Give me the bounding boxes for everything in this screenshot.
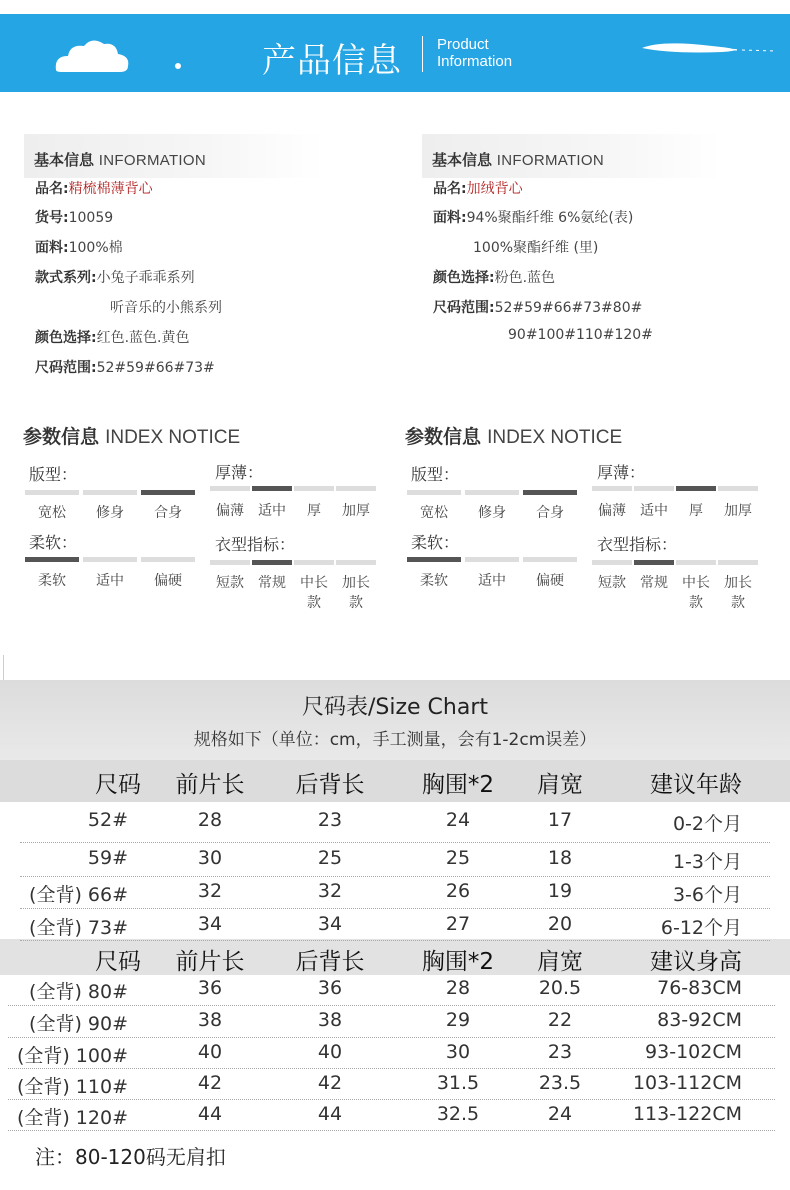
size-table-cell: 19 — [547, 880, 573, 902]
right-length-option: 加长款 — [724, 575, 752, 611]
table-row-divider — [8, 1005, 775, 1006]
size-table-header-cell: 后背长 — [295, 772, 365, 798]
table-row-divider — [8, 1068, 775, 1069]
size-table-header-cell: 胸围*2 — [421, 949, 495, 975]
right-info-size-2 — [508, 327, 653, 343]
left-params-heading — [23, 422, 240, 449]
left-sku-label: 货号: — [35, 210, 69, 226]
size-table-cell: 28 — [197, 809, 223, 831]
left-softness-option: 柔软 — [38, 573, 66, 589]
size-table-cell: 44 — [197, 1103, 223, 1125]
banner-top-strip — [0, 0, 790, 14]
size-table-header-cell: 肩宽 — [537, 772, 583, 798]
size-table-header-cell: 胸围*2 — [421, 772, 495, 798]
right-softness-bar — [407, 557, 461, 562]
size-table-cell: (全背) 66# — [29, 884, 128, 906]
left-edge-mark — [3, 655, 4, 683]
size-chart-title: 尺码表/Size Chart — [301, 695, 489, 720]
right-thickness-bar — [676, 486, 716, 491]
right-color-value: 粉色.蓝色 — [494, 270, 556, 286]
right-fit-bar — [523, 490, 577, 495]
left-info-style — [35, 267, 195, 287]
size-table-cell: 0-2个月 — [672, 813, 742, 835]
left-info-sku — [35, 207, 113, 227]
table-row-divider — [8, 1130, 775, 1131]
right-info-color — [433, 267, 555, 287]
left-softness-label: 柔软： — [29, 533, 78, 552]
right-thickness-bar — [634, 486, 674, 491]
left-thickness-option: 适中 — [258, 503, 286, 519]
size-table-cell: 36 — [317, 977, 343, 999]
size-table-cell: (全背) 73# — [29, 917, 128, 939]
left-thickness-option: 偏薄 — [216, 503, 244, 519]
size-chart-note: 注：80-120码无肩扣 — [35, 1145, 226, 1169]
left-softness-bar — [141, 557, 195, 562]
size-table-cell: 32 — [317, 880, 343, 902]
right-thickness-bar — [718, 486, 758, 491]
left-softness-option: 偏硬 — [154, 573, 182, 589]
right-name-label: 品名: — [433, 181, 467, 197]
right-info-fabric-2 — [473, 237, 598, 257]
size-table-header-cell: 前片长 — [175, 949, 245, 975]
right-length-option: 中长款 — [682, 575, 710, 611]
table-row-divider — [20, 876, 770, 877]
banner-title-en-line2: Information — [437, 53, 513, 70]
right-size-label: 尺码范围: — [433, 300, 495, 316]
size-table-cell: (全背) 90# — [29, 1013, 128, 1035]
size-table-cell: 40 — [317, 1041, 343, 1063]
right-params-heading — [405, 422, 622, 449]
cloud-icon — [48, 30, 188, 90]
right-length-bar — [634, 560, 674, 565]
left-thickness-label: 厚薄： — [215, 463, 264, 482]
left-style-label: 款式系列: — [35, 270, 97, 286]
left-length-option: 加长款 — [342, 575, 370, 611]
size-table-cell: 30 — [197, 847, 223, 869]
table-row-divider — [8, 1099, 775, 1100]
right-length-bar — [676, 560, 716, 565]
right-softness-option: 偏硬 — [536, 573, 564, 589]
right-fit-option: 修身 — [478, 505, 506, 521]
size-table-cell: 40 — [197, 1041, 223, 1063]
left-length-bar — [252, 560, 292, 565]
size-table-cell: 23 — [547, 1041, 573, 1063]
size-table-cell: 25 — [445, 847, 471, 869]
size-table-cell: 52# — [87, 809, 128, 831]
left-info-heading-en: INFORMATION — [98, 152, 206, 169]
size-table-cell: 24 — [547, 1103, 573, 1125]
right-params-heading-cn: 参数信息 — [405, 426, 482, 448]
left-length-bar — [336, 560, 376, 565]
left-fit-label: 版型： — [29, 465, 78, 484]
size-table-cell: 18 — [547, 847, 573, 869]
right-thickness-option: 加厚 — [724, 503, 752, 519]
size-table-cell: 36 — [197, 977, 223, 999]
right-fit-bar — [407, 490, 461, 495]
size-table-cell: 44 — [317, 1103, 343, 1125]
size-table-header-cell: 后背长 — [295, 949, 365, 975]
banner-title-cn: 产品信息 — [262, 41, 402, 81]
right-thickness-option: 偏薄 — [598, 503, 626, 519]
left-fabric-label: 面料: — [35, 240, 69, 256]
table-row-divider — [20, 940, 770, 941]
left-color-label: 颜色选择: — [35, 330, 97, 346]
left-sku-value: 10059 — [68, 210, 114, 226]
right-softness-option: 适中 — [478, 573, 506, 589]
table-row-divider — [8, 1037, 775, 1038]
right-length-bar — [718, 560, 758, 565]
left-size-value: 52#59#66#73# — [96, 360, 215, 376]
size-table-cell: 38 — [317, 1009, 343, 1031]
left-info-name — [35, 178, 153, 198]
size-table-cell: 76-83CM — [657, 977, 742, 999]
size-table-cell: 32.5 — [436, 1103, 480, 1125]
right-color-label: 颜色选择: — [433, 270, 495, 286]
left-fit-bar — [25, 490, 79, 495]
right-info-name — [433, 178, 523, 198]
left-info-heading-cn: 基本信息 — [34, 151, 95, 169]
size-table-cell: 28 — [445, 977, 471, 999]
right-length-label: 衣型指标： — [597, 535, 678, 554]
left-style-value-2: 听音乐的小熊系列 — [110, 300, 222, 316]
left-name-value: 精梳棉薄背心 — [68, 181, 153, 197]
left-fit-option: 合身 — [154, 505, 182, 521]
left-fit-option: 修身 — [96, 505, 124, 521]
left-length-label: 衣型指标： — [215, 535, 296, 554]
right-name-value: 加绒背心 — [466, 181, 523, 197]
left-name-label: 品名: — [35, 181, 69, 197]
right-fabric-value-2: 100%聚酯纤维 (里) — [473, 240, 599, 256]
table-row-divider — [20, 842, 770, 843]
left-fit-bar — [83, 490, 137, 495]
size-table-cell: 6-12个月 — [660, 917, 742, 939]
size-table-cell: 34 — [197, 913, 223, 935]
size-table-cell: 38 — [197, 1009, 223, 1031]
size-table-cell: 29 — [445, 1009, 471, 1031]
size-table-cell: (全背) 100# — [16, 1045, 128, 1067]
size-table-cell: 30 — [445, 1041, 471, 1063]
banner-title-en-line1: Product — [437, 36, 489, 53]
size-table-cell: 103-112CM — [632, 1072, 742, 1094]
size-table-cell: 26 — [445, 880, 471, 902]
size-table-cell: 83-92CM — [657, 1009, 742, 1031]
left-length-option: 常规 — [258, 575, 286, 591]
left-fit-option: 宽松 — [38, 505, 66, 521]
banner-divider — [422, 36, 423, 72]
size-table-header-cell: 前片长 — [175, 772, 245, 798]
left-softness-bar — [83, 557, 137, 562]
right-info-heading-en: INFORMATION — [496, 152, 604, 169]
left-info-heading — [24, 134, 324, 178]
left-softness-option: 适中 — [96, 573, 124, 589]
size-table-cell: 20 — [547, 913, 573, 935]
left-fit-bar — [141, 490, 195, 495]
right-thickness-label: 厚薄： — [597, 463, 646, 482]
right-fabric-value: 94%聚酯纤维 6%氨纶(表) — [466, 210, 634, 226]
right-softness-label: 柔软： — [411, 533, 460, 552]
right-thickness-option: 厚 — [689, 503, 703, 519]
right-length-bar — [592, 560, 632, 565]
left-color-value: 红色.蓝色.黄色 — [96, 330, 190, 346]
left-thickness-option: 厚 — [307, 503, 321, 519]
left-info-fabric — [35, 237, 123, 257]
size-table-header-cell: 肩宽 — [537, 949, 583, 975]
size-table-cell: 22 — [547, 1009, 573, 1031]
right-softness-option: 柔软 — [420, 573, 448, 589]
left-params-heading-en: INDEX NOTICE — [105, 427, 241, 448]
right-length-option: 短款 — [598, 575, 626, 591]
left-info-style-2 — [110, 297, 222, 317]
left-length-bar — [210, 560, 250, 565]
right-fit-label: 版型： — [411, 465, 460, 484]
product-info-banner — [0, 0, 790, 92]
size-table-cell: 32 — [197, 880, 223, 902]
size-table-cell: (全背) 110# — [16, 1076, 128, 1098]
left-length-bar — [294, 560, 334, 565]
right-softness-bar — [465, 557, 519, 562]
size-table-cell: 42 — [197, 1072, 223, 1094]
left-params-heading-cn: 参数信息 — [23, 426, 100, 448]
size-table-cell: 42 — [317, 1072, 343, 1094]
size-table-cell: 34 — [317, 913, 343, 935]
left-fabric-value: 100%棉 — [68, 240, 123, 256]
right-length-option: 常规 — [640, 575, 668, 591]
size-table-cell: 23 — [317, 809, 343, 831]
size-table-cell: 24 — [445, 809, 471, 831]
right-fit-option: 合身 — [536, 505, 564, 521]
left-info-color — [35, 327, 190, 347]
right-info-size — [433, 297, 642, 317]
right-info-fabric — [433, 207, 633, 227]
size-table-cell: (全背) 120# — [16, 1107, 128, 1129]
size-table-cell: 23.5 — [538, 1072, 582, 1094]
right-thickness-bar — [592, 486, 632, 491]
right-size-value-2: 90#100#110#120# — [508, 327, 653, 343]
size-table-cell: 59# — [87, 847, 128, 869]
right-info-heading-cn: 基本信息 — [432, 151, 493, 169]
left-thickness-bar — [210, 486, 250, 491]
size-table-cell: (全背) 80# — [29, 981, 128, 1003]
left-style-value: 小兔子乖乖系列 — [96, 270, 195, 286]
left-thickness-bar — [294, 486, 334, 491]
left-length-option: 短款 — [216, 575, 244, 591]
size-table-cell: 17 — [547, 809, 573, 831]
right-info-heading — [422, 134, 722, 178]
size-table-cell: 20.5 — [538, 977, 582, 999]
left-info-size — [35, 357, 215, 377]
size-table-header-cell: 尺码 — [95, 772, 141, 798]
size-chart-subtitle: 规格如下（单位：cm，手工测量，会有1-2cm误差） — [193, 730, 597, 750]
size-table-cell: 1-3个月 — [672, 851, 742, 873]
right-params-heading-en: INDEX NOTICE — [487, 427, 623, 448]
right-fit-bar — [465, 490, 519, 495]
size-table-header-cell: 建议身高 — [650, 949, 742, 975]
left-size-label: 尺码范围: — [35, 360, 97, 376]
left-thickness-option: 加厚 — [342, 503, 370, 519]
left-softness-bar — [25, 557, 79, 562]
left-length-option: 中长款 — [300, 575, 328, 611]
airplane-streak-icon — [642, 38, 782, 68]
size-table-header-cell: 建议年龄 — [650, 772, 742, 798]
right-softness-bar — [523, 557, 577, 562]
left-thickness-bar — [252, 486, 292, 491]
size-table-header-cell: 尺码 — [95, 949, 141, 975]
right-fabric-label: 面料: — [433, 210, 467, 226]
table-row-divider — [20, 908, 770, 909]
size-table-cell: 25 — [317, 847, 343, 869]
size-table-cell: 31.5 — [436, 1072, 480, 1094]
size-table-cell: 3-6个月 — [672, 884, 742, 906]
size-table-cell: 27 — [445, 913, 471, 935]
right-fit-option: 宽松 — [420, 505, 448, 521]
size-table-cell: 93-102CM — [645, 1041, 742, 1063]
right-thickness-option: 适中 — [640, 503, 668, 519]
right-size-value: 52#59#66#73#80# — [494, 300, 643, 316]
left-thickness-bar — [336, 486, 376, 491]
size-table-cell: 113-122CM — [632, 1103, 742, 1125]
